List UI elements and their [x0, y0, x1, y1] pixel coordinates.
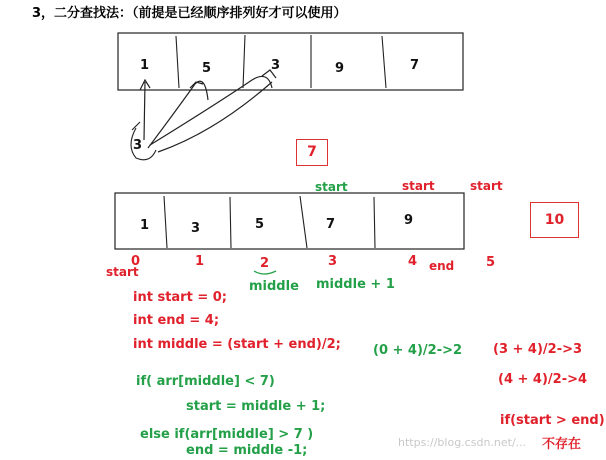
bottom-array-divider	[374, 197, 375, 248]
code-line: int start = 0;	[133, 290, 227, 305]
bottom-cell: 9	[404, 213, 414, 228]
index-label: 5	[486, 255, 496, 270]
arrow-loop-to-3	[150, 70, 276, 145]
code-line: end = middle -1;	[186, 443, 308, 458]
start-label-red: start	[402, 179, 435, 193]
start-label-left: start	[106, 265, 139, 279]
top-array-divider	[382, 36, 386, 88]
middle-plus-label: middle + 1	[316, 277, 395, 292]
page-title: 3，二分查找法：（前提是已经顺序排列好才可以使用）	[32, 6, 347, 21]
end-label: end	[429, 259, 455, 273]
index-label: 4	[408, 254, 418, 269]
bottom-cell: 7	[326, 217, 336, 232]
arrow-line-3	[158, 82, 272, 152]
condition-note: if(start > end)	[500, 413, 605, 428]
bottom-cell: 1	[140, 218, 150, 233]
calc-note: (3 + 4)/2->3	[493, 342, 583, 357]
box-10: 10	[530, 202, 579, 238]
calc-note: (4 + 4)/2->4	[498, 372, 588, 387]
index-label: 2	[260, 256, 270, 271]
start-label-red: start	[470, 179, 503, 193]
bottom-array-divider	[164, 196, 167, 248]
middle-marker	[254, 271, 276, 274]
arrow-to-1	[140, 80, 150, 140]
code-line: if( arr[middle] < 7)	[136, 374, 275, 389]
code-line: int middle = (start + end)/2;	[133, 337, 341, 352]
middle-label: middle	[249, 279, 299, 294]
top-cell: 9	[335, 61, 345, 76]
index-label: 0	[131, 254, 141, 269]
code-line: else if(arr[middle] > 7 )	[140, 427, 314, 442]
top-cell: 3	[271, 58, 281, 73]
target-box: 7	[296, 139, 328, 166]
start-label-green: start	[315, 180, 348, 194]
top-cell: 7	[410, 58, 420, 73]
calc-note: (0 + 4)/2->2	[373, 343, 463, 358]
index-label: 3	[328, 254, 338, 269]
bottom-cell: 3	[191, 221, 201, 236]
index-label: 1	[195, 254, 205, 269]
result-note: 不存在	[542, 437, 582, 452]
code-line: start = middle + 1;	[186, 399, 326, 414]
bottom-array-divider	[300, 196, 307, 248]
watermark: https://blog.csdn.net/...	[398, 436, 527, 449]
bottom-array-divider	[230, 197, 231, 248]
top-array-divider	[176, 36, 179, 88]
bottom-cell: 5	[255, 217, 265, 232]
scratch-value: 3	[133, 138, 143, 153]
top-cell: 5	[202, 61, 212, 76]
code-line: int end = 4;	[133, 313, 220, 328]
top-array-divider	[243, 35, 245, 88]
top-cell: 1	[140, 58, 150, 73]
